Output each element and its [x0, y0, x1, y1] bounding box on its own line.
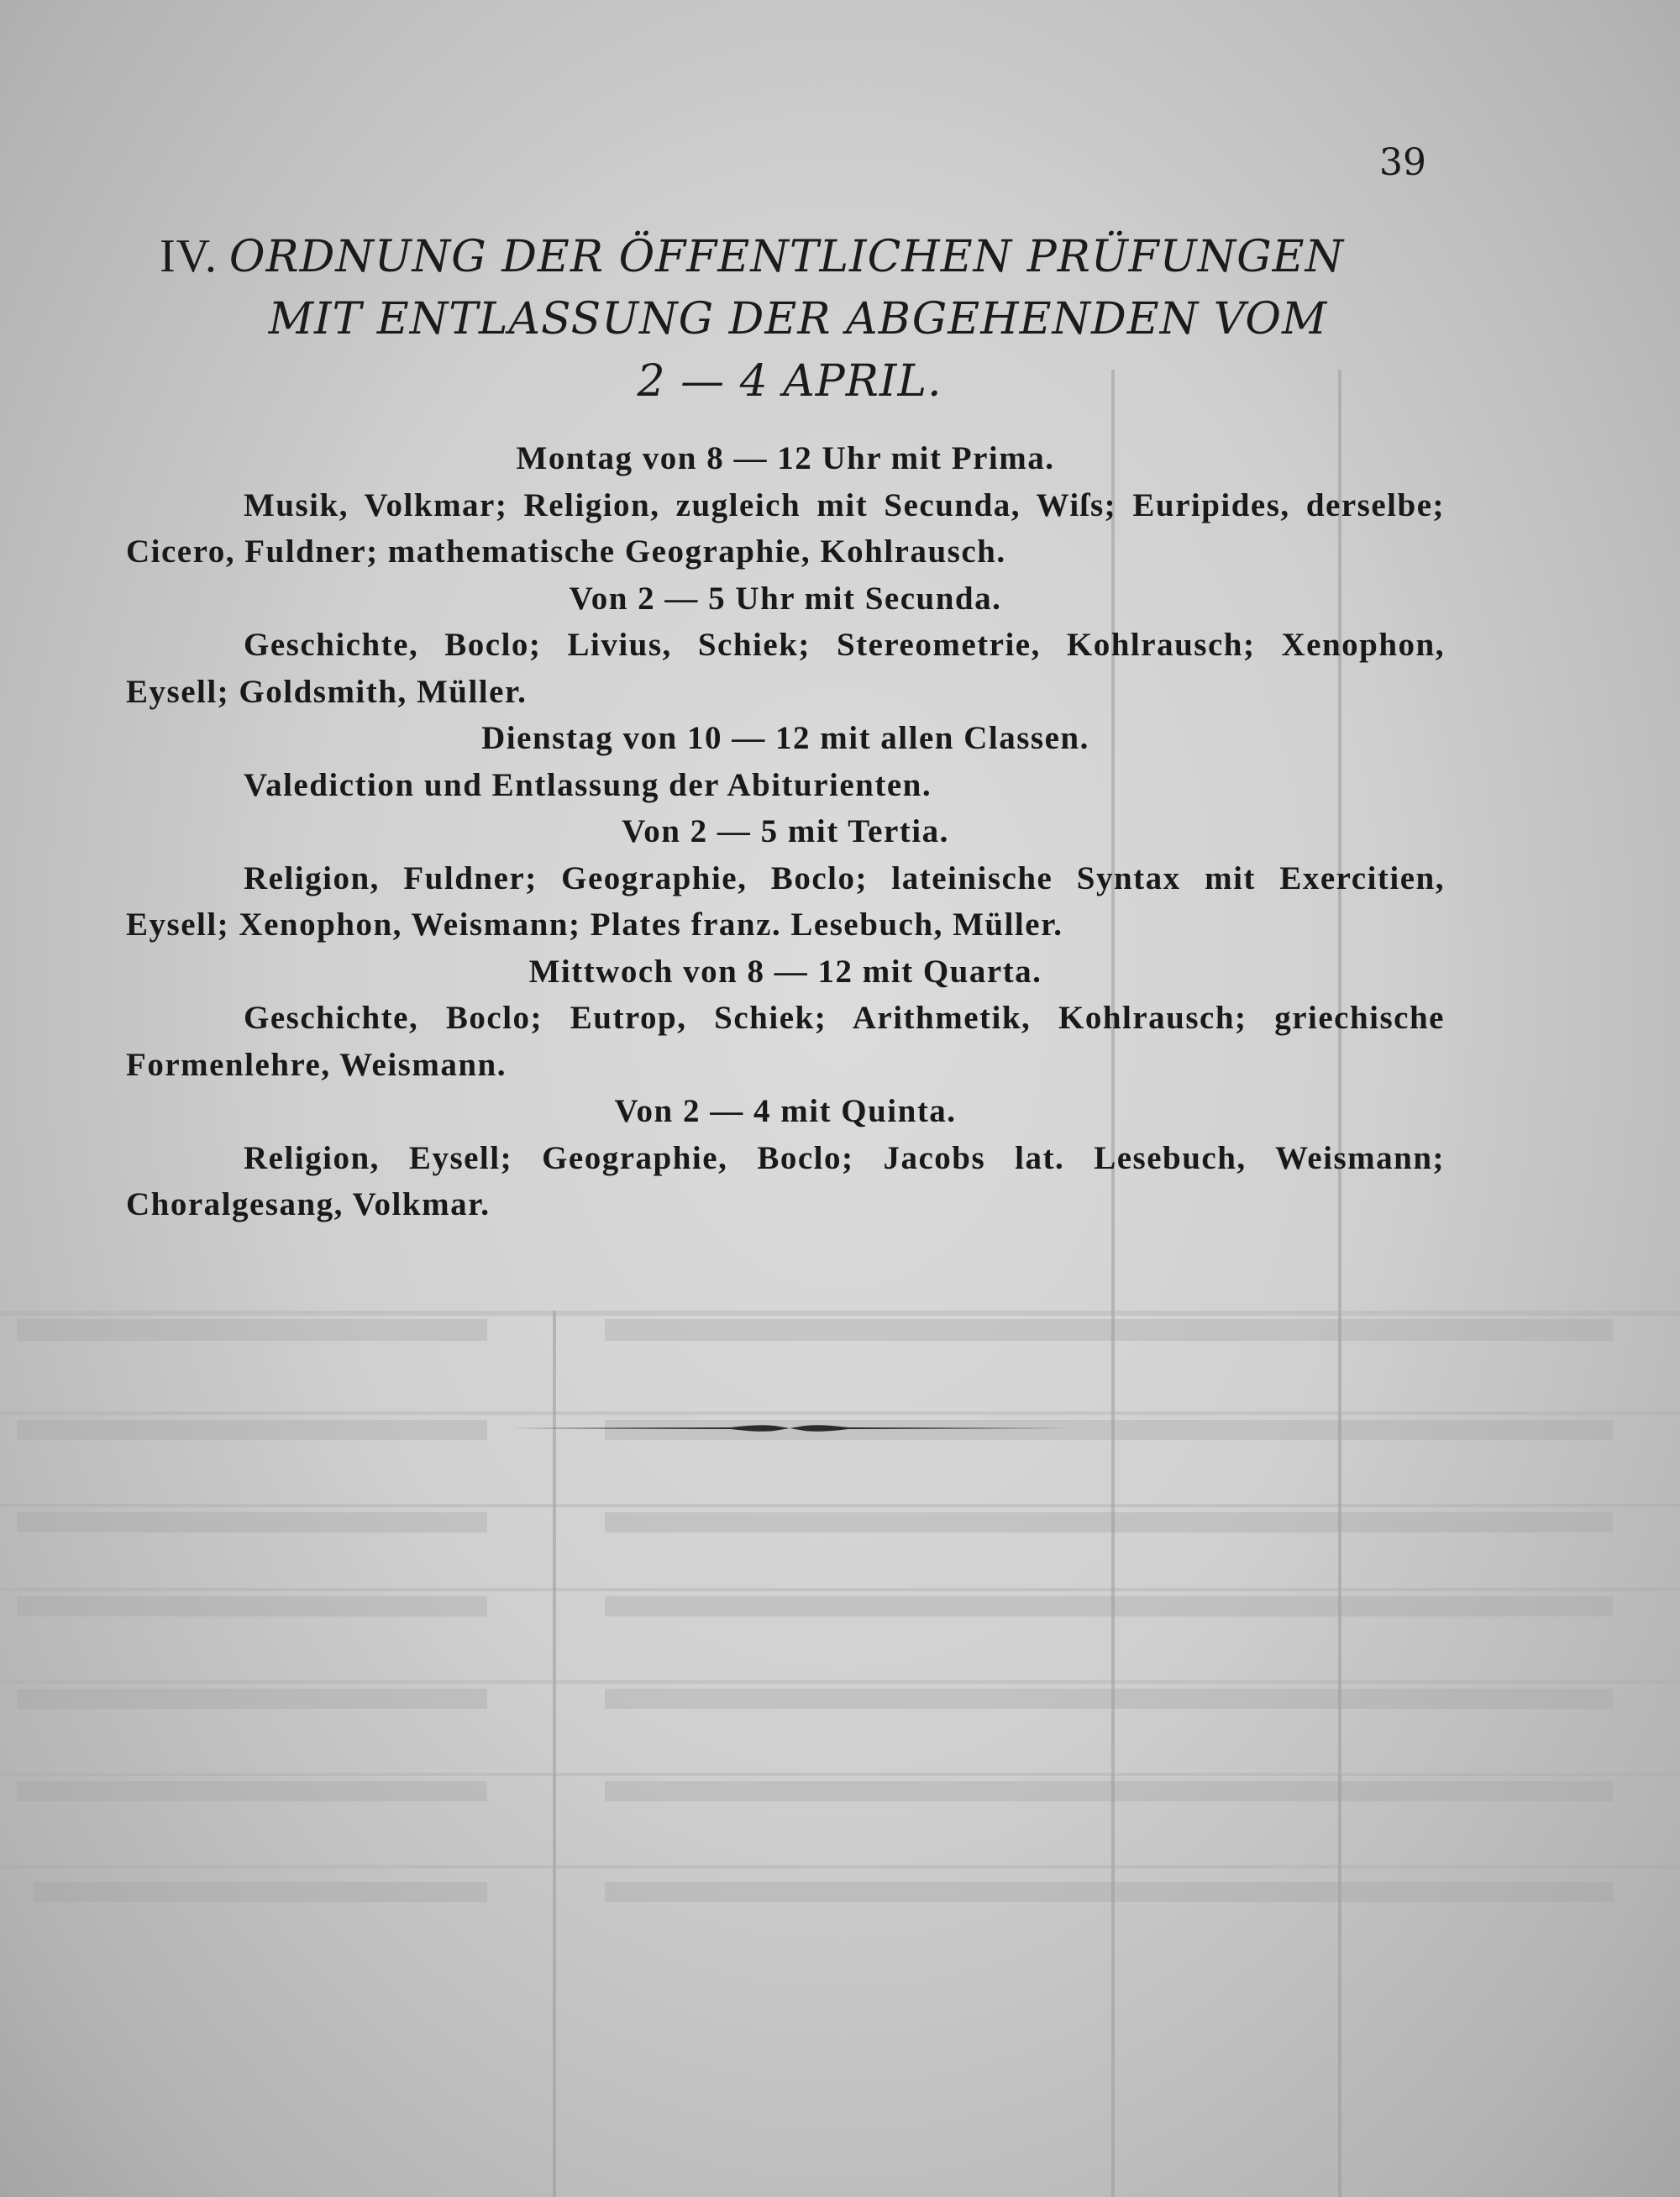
session-heading: Dienstag von 10 — 12 mit allen Classen.: [481, 720, 1089, 756]
session-heading: Von 2 — 5 Uhr mit Secunda.: [569, 580, 1002, 617]
session-subjects: Geschichte, Boclo; Livius, Schiek; Stereometrie, Kohlrausch; Xenophon, Eysell; Goldsmith, Müller.: [126, 627, 1445, 710]
session-heading: Von 2 — 4 mit Quinta.: [614, 1093, 957, 1129]
session-heading: Von 2 — 5 mit Tertia.: [622, 813, 949, 849]
heading-line-3: 2 — 4 APRIL.: [637, 356, 942, 407]
page-number: 39: [1379, 141, 1426, 184]
heading-line-1: [126, 225, 1453, 288]
session-heading: Montag von 8 — 12 Uhr mit Prima.: [516, 440, 1055, 476]
heading-line-2: MIT ENTLASSUNG DER ABGEHENDEN VOM: [268, 294, 1328, 344]
session-subjects: Musik, Volkmar; Religion, zugleich mit Secunda, Wiſs; Euripides, derselbe; Cicero, Fuldner; mathematische Geographie, Kohlrausch.: [126, 486, 1445, 570]
examination-schedule: [126, 435, 1445, 1228]
section-numeral: IV.: [160, 230, 218, 282]
session-subjects: Religion, Eysell; Geographie, Boclo; Jacobs lat. Lesebuch, Weismann; Choralgesang, Volkmar.: [126, 1139, 1445, 1222]
session-subjects: Valediction und Entlassung der Abiturienten.: [244, 766, 932, 803]
heading-text-1: ORDNUNG DER ÖFFENTLICHEN PRÜFUNGEN: [228, 232, 1345, 282]
section-end-ornament: [512, 1422, 1067, 1435]
session-subjects: Geschichte, Boclo; Eutrop, Schiek; Arithmetik, Kohlrausch; griechische Formenlehre, Weismann.: [126, 1000, 1445, 1083]
session-subjects: Religion, Fuldner; Geographie, Boclo; lateinische Syntax mit Exercitien, Eysell; Xenophon, Weismann; Plates franz. Lesebuch, Müller.: [126, 859, 1445, 943]
session-heading: Mittwoch von 8 — 12 mit Quarta.: [528, 953, 1042, 990]
section-heading: [126, 225, 1453, 413]
